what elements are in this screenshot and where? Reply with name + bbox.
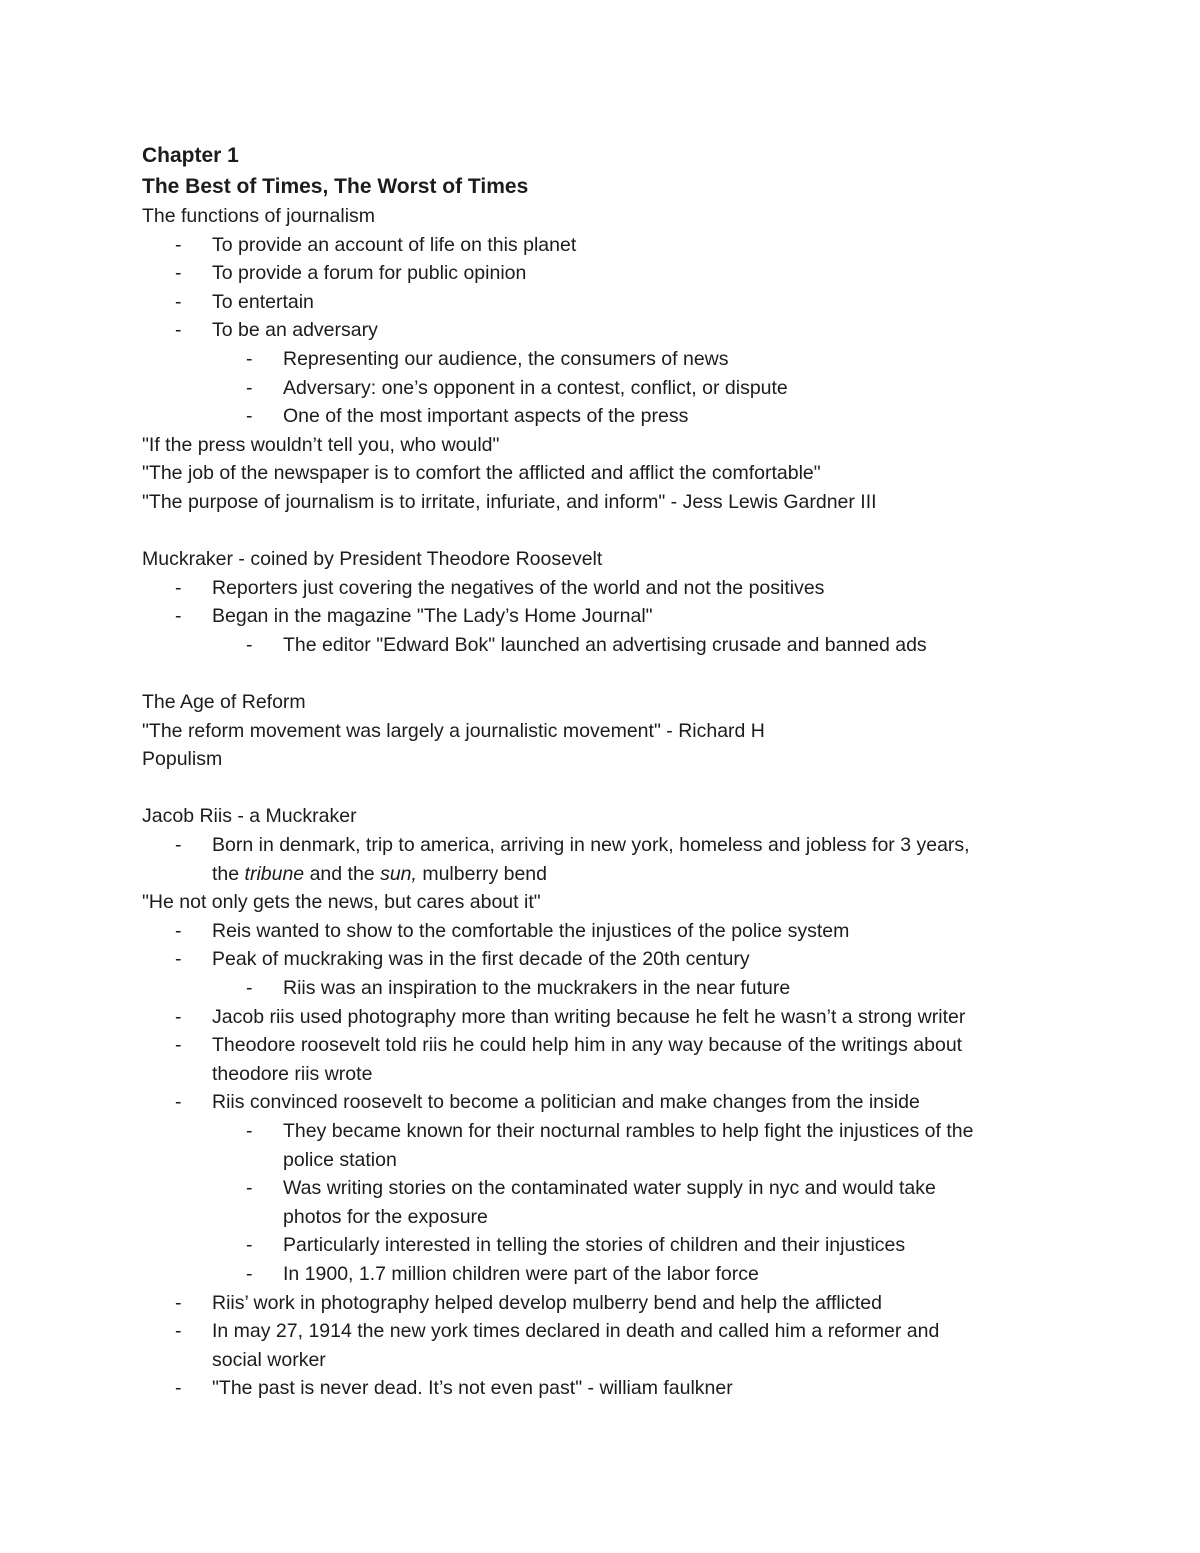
sub-list-item: - One of the most important aspects of the press [142, 402, 1072, 431]
quote-line: "If the press wouldn’t tell you, who would" [142, 433, 500, 456]
list-item: - In may 27, 1914 the new york times declared in death and called him a reformer and social worker [142, 1317, 1072, 1374]
list-item: - Peak of muckraking was in the first decade of the 20th century [142, 945, 1072, 974]
list-item: - To provide an account of life on this planet [142, 231, 1072, 260]
list-item: - Began in the magazine "The Lady’s Home Journal" [142, 602, 1072, 631]
bullet-dash: - [246, 1177, 253, 1200]
quote-line: "The purpose of journalism is to irritate, infuriate, and inform" - Jess Lewis Gardner III [142, 490, 877, 513]
document-page [142, 140, 1072, 1403]
bullet-dash: - [175, 919, 182, 942]
section-title-reform: The Age of Reform [142, 691, 306, 714]
bullet-dash: - [175, 1291, 182, 1314]
list-item: - To entertain [142, 288, 1072, 317]
newspaper-name: tribune [244, 862, 305, 885]
list-item: - Reporters just covering the negatives of the world and not the positives [142, 574, 1072, 603]
list-item: - Born in denmark, trip to america, arriving in new york, homeless and jobless for 3 years, the tribune and the sun, mulberry bend [142, 831, 1072, 888]
chapter-heading: Chapter 1 [142, 144, 239, 167]
bullet-dash: - [175, 262, 182, 285]
newspaper-name: sun, [380, 862, 417, 885]
bullet-dash: - [246, 1120, 253, 1142]
bullet-dash: - [175, 1320, 182, 1343]
sub-list-item: - The editor "Edward Bok" launched an advertising crusade and banned ads [142, 631, 1072, 660]
list-item: - Riis’ work in photography helped develop mulberry bend and help the afflicted [142, 1289, 1072, 1318]
sub-list-item: - Particularly interested in telling the stories of children and their injustices [142, 1231, 1072, 1260]
quote-line-continued: Populism [142, 748, 223, 771]
list-item: - Theodore roosevelt told riis he could help him in any way because of the writings about theodore riis wrote [142, 1031, 1072, 1088]
bullet-dash: - [175, 834, 182, 857]
blank-line [142, 774, 1072, 803]
list-item: - To provide a forum for public opinion [142, 259, 1072, 288]
bullet-dash: - [246, 347, 253, 370]
sub-list-item: - Representing our audience, the consumers of news [142, 345, 1072, 374]
bullet-dash: - [175, 233, 182, 256]
bullet-dash: - [175, 290, 182, 313]
blank-line [142, 517, 1072, 546]
chapter-title: The Best of Times, The Worst of Times [142, 175, 529, 198]
bullet-dash: - [246, 1234, 253, 1257]
sub-list-item: - They became known for their nocturnal rambles to help fight the injustices of the police station [142, 1117, 1072, 1174]
section-title-functions: The functions of journalism [142, 205, 376, 227]
bullet-dash: - [246, 633, 253, 656]
list-item: - Jacob riis used photography more than writing because he felt he wasn’t a strong writer [142, 1003, 1072, 1032]
bullet-dash: - [175, 948, 182, 971]
bullet-dash: - [175, 1005, 182, 1028]
quote-line: "He not only gets the news, but cares about it" [142, 891, 541, 914]
section-title-riis: Jacob Riis - a Muckraker [142, 805, 357, 828]
bullet-dash: - [246, 1262, 253, 1285]
sub-list-item: - In 1900, 1.7 million children were part of the labor force [142, 1260, 1072, 1289]
bullet-dash: - [246, 376, 253, 399]
list-item: - To be an adversary [142, 316, 1072, 345]
bullet-dash: - [246, 405, 253, 428]
list-item: - "The past is never dead. It’s not even past" - william faulkner [142, 1374, 1072, 1403]
blank-line [142, 660, 1072, 689]
quote-line: "The reform movement was largely a journalistic movement" - Richard H [142, 719, 765, 742]
bullet-dash: - [175, 1377, 182, 1400]
sub-list-item: - Was writing stories on the contaminated water supply in nyc and would take photos for the exposure [142, 1174, 1072, 1231]
section-title-muckraker: Muckraker - coined by President Theodore Roosevelt [142, 548, 603, 571]
quote-line: "The job of the newspaper is to comfort the afflicted and afflict the comfortable" [142, 462, 821, 485]
list-item: - Riis convinced roosevelt to become a politician and make changes from the inside [142, 1088, 1072, 1117]
bullet-dash: - [175, 576, 182, 599]
bullet-dash: - [175, 1034, 182, 1057]
sub-list-item: - Riis was an inspiration to the muckrakers in the near future [142, 974, 1072, 1003]
list-item: - Reis wanted to show to the comfortable the injustices of the police system [142, 917, 1072, 946]
bullet-dash: - [175, 1091, 182, 1114]
bullet-dash: - [175, 605, 182, 628]
bullet-dash: - [175, 319, 182, 342]
bullet-dash: - [246, 977, 253, 1000]
sub-list-item: - Adversary: one’s opponent in a contest, conflict, or dispute [142, 374, 1072, 403]
